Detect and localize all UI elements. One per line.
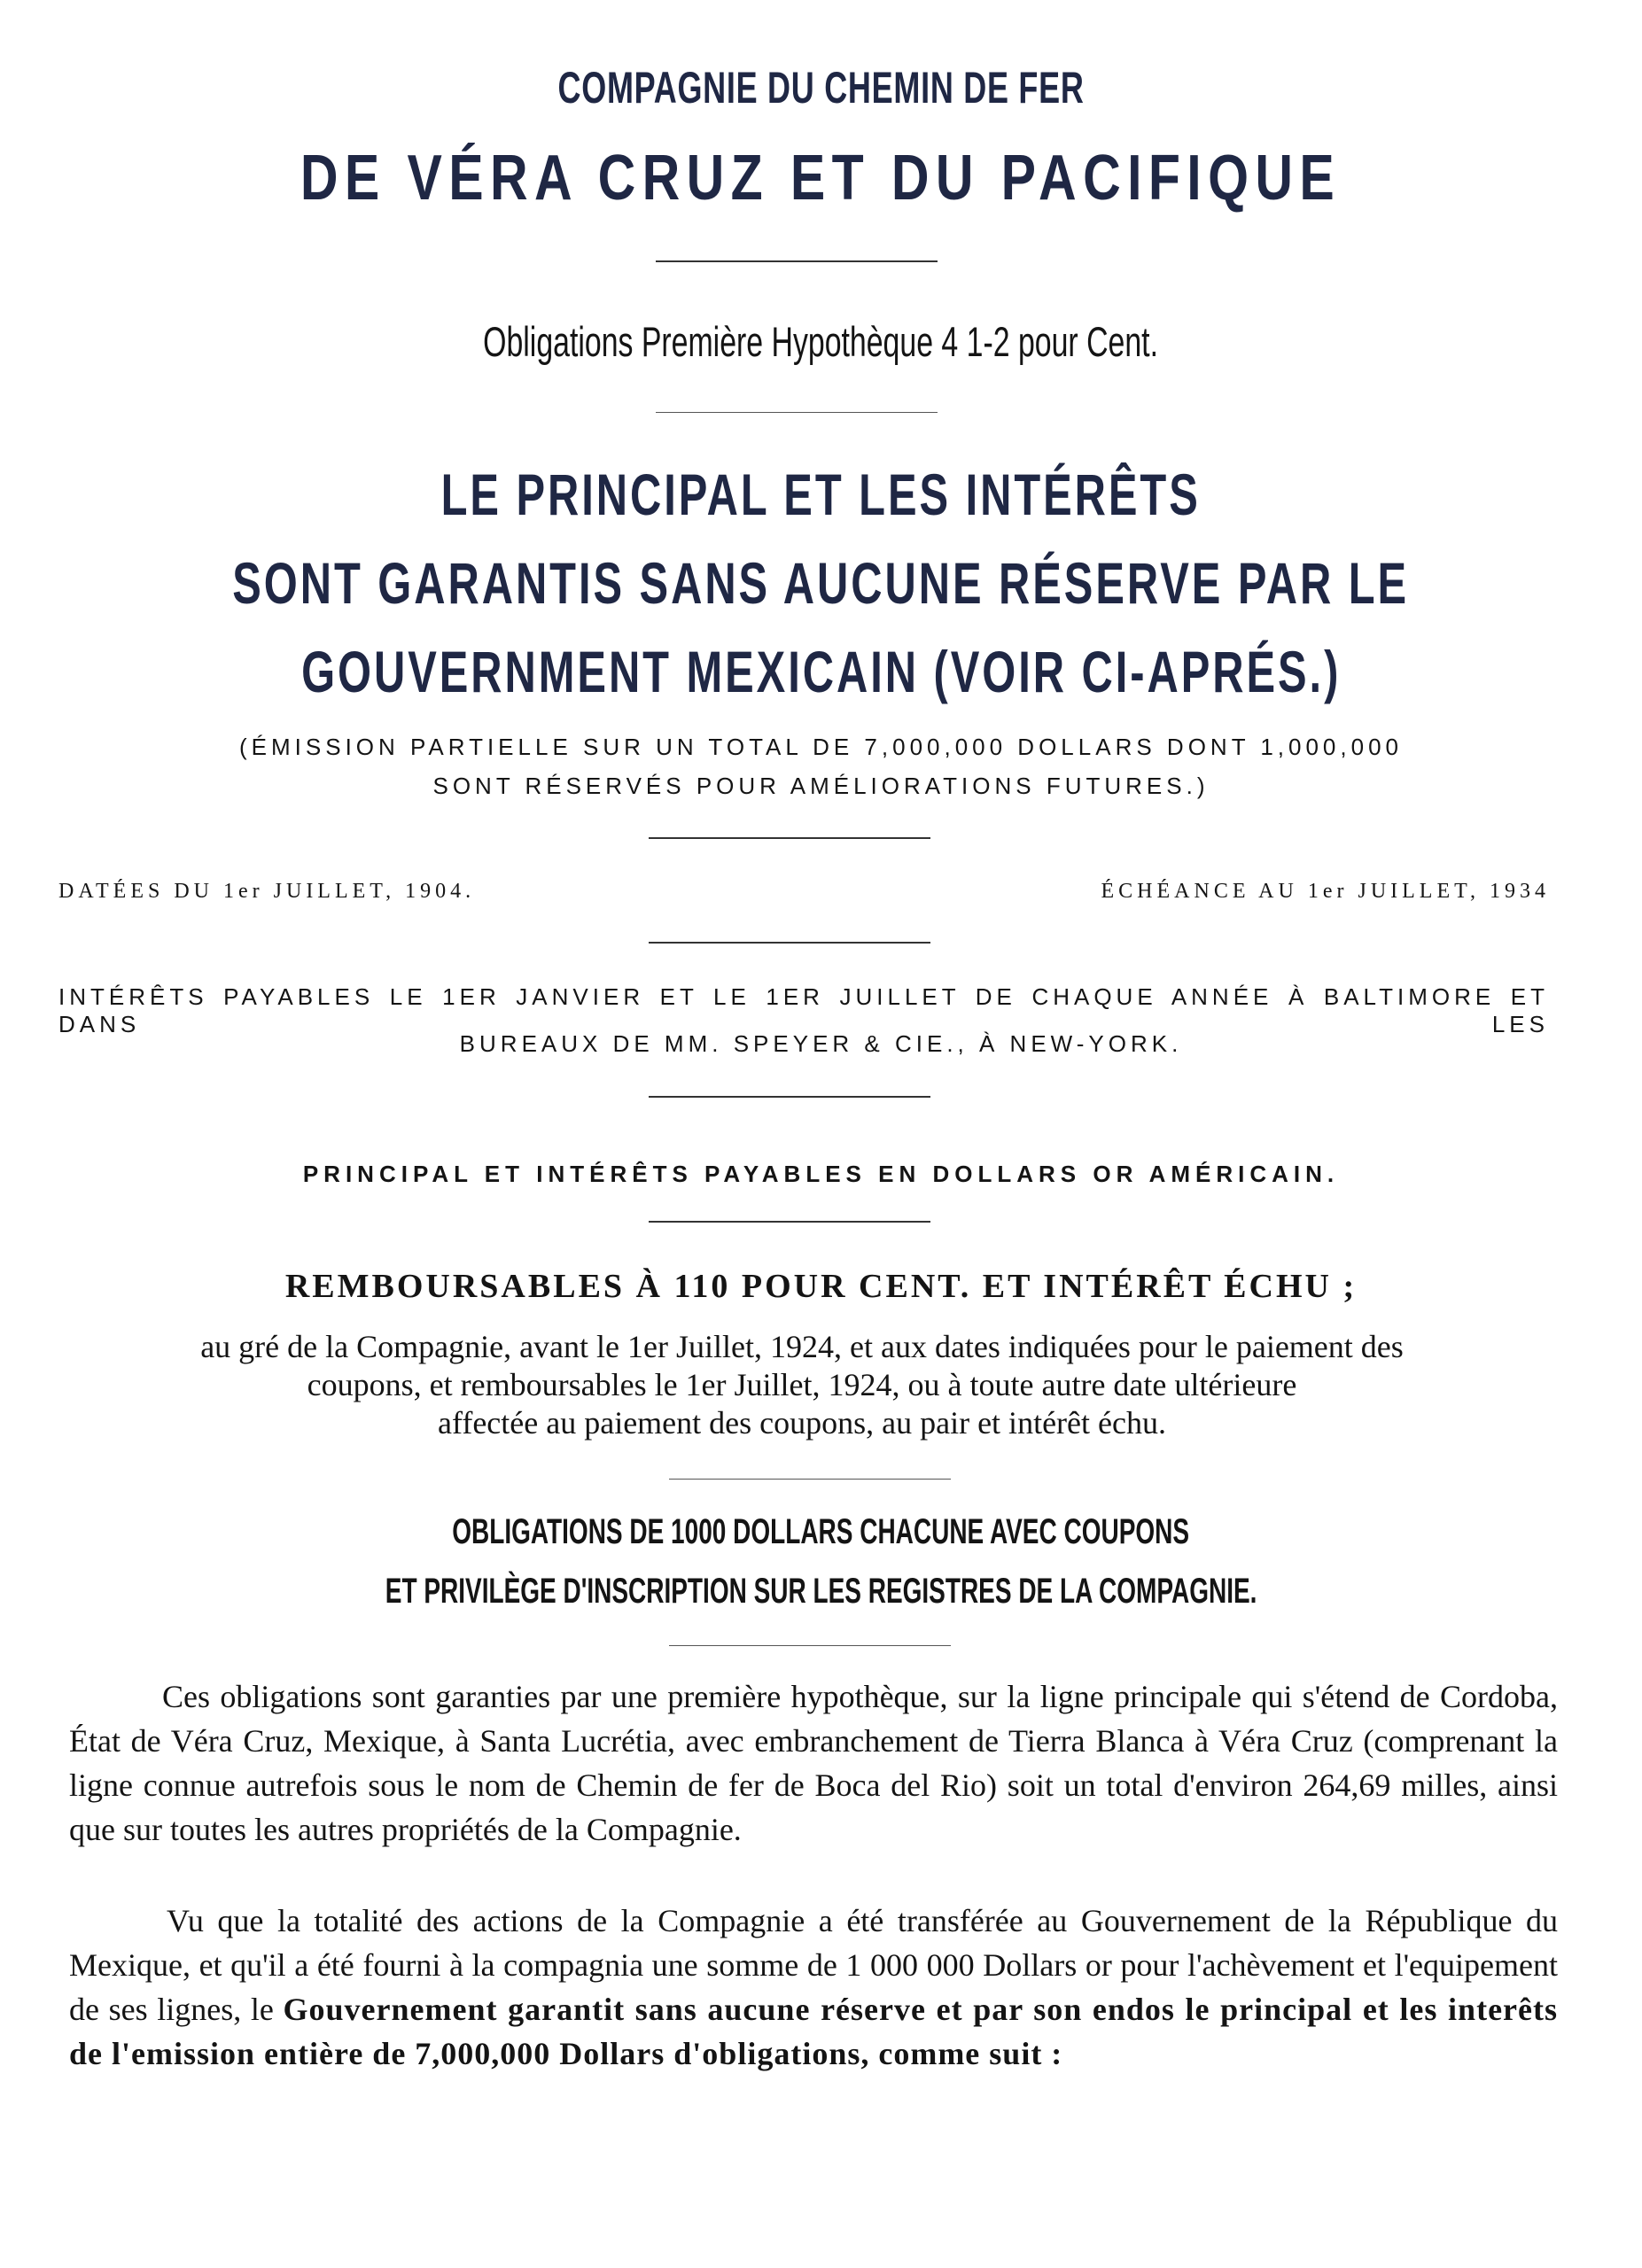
divider — [649, 1096, 930, 1098]
maturity-label: ÉCHÉANCE AU 1er JUILLET, 1934 — [1101, 880, 1550, 903]
body-paragraph-2-plain: Vu que la totalité des actions de la Compagnie a été transférée au Gouvernement de la République du Mexique, et qu'il a été fourni à la compagnia une somme de 1 000 000 Dollars or pour l'achèvement et l'equipement de ses lignes, le — [69, 1903, 1558, 2027]
divider — [649, 1221, 930, 1223]
interest-line-1: INTÉRÊTS PAYABLES LE 1ER JANVIER ET LE 1ER JUILLET DE CHAQUE ANNÉE À BALTIMORE ET DANS LES — [58, 983, 1549, 1037]
guarantee-line-2: SONT GARANTIS SANS AUCUNE RÉSERVE PAR LE — [232, 550, 1410, 616]
redemption-text — [71, 1328, 1533, 1442]
body-paragraph-1: Ces obligations sont garanties par une première hypothèque, sur la ligne principale qui s'étend de Cordoba, État de Véra Cruz, Mexique, à Santa Lucrétia, avec embranchement de Tierra Blanca à Véra Cruz (comprenant la ligne connue autrefois sous le nom de Chemin de fer de Boca del Rio) soit un total d'environ 264,69 milles, ainsi que sur toutes les autres propriétés de la Compagnie. — [69, 1679, 1558, 1847]
denomination-line-2: ET PRIVILÈGE D'INSCRIPTION SUR LES REGISTRES DE LA COMPAGNIE. — [385, 1572, 1257, 1611]
divider — [656, 412, 938, 413]
bond-type: Obligations Première Hypothèque 4 1-2 pour Cent. — [483, 318, 1159, 365]
divider — [656, 260, 938, 262]
interest-line-2: BUREAUX DE MM. SPEYER & CIE., À NEW-YORK. — [459, 1030, 1183, 1057]
divider — [669, 1645, 951, 1646]
dated-label: DATÉES DU 1er JUILLET, 1904. — [58, 880, 476, 903]
body-paragraph-2 — [69, 1899, 1558, 2076]
guarantee-line-1: LE PRINCIPAL ET LES INTÉRÊTS — [440, 462, 1202, 527]
redemption-line-2: coupons, et remboursables le 1er Juillet, 1924, ou à toute autre date ultérieure — [307, 1367, 1297, 1402]
redemption-line-1: au gré de la Compagnie, avant le 1er Juillet, 1924, et aux dates indiquées pour le paiement des — [200, 1329, 1404, 1364]
emission-line-2: SONT RÉSERVÉS POUR AMÉLIORATIONS FUTURES.) — [432, 773, 1210, 799]
denomination-line-1: OBLIGATIONS DE 1000 DOLLARS CHACUNE AVEC COUPONS — [452, 1512, 1190, 1551]
emission-line-1: (ÉMISSION PARTIELLE SUR UN TOTAL DE 7,000,000 DOLLARS DONT 1,000,000 — [239, 734, 1403, 760]
company-line: COMPAGNIE DU CHEMIN DE FER — [557, 63, 1085, 113]
payable-gold: PRINCIPAL ET INTÉRÊTS PAYABLES EN DOLLARS OR AMÉRICAIN. — [302, 1161, 1340, 1187]
divider — [669, 1479, 951, 1480]
body-paragraph-2-bold: Gouvernement garantit sans aucune réserve et par son endos le principal et les interêts de l'emission entière de 7,000,000 Dollars d'obligations, comme suit : — [69, 1992, 1558, 2071]
guarantee-line-3: GOUVERNMENT MEXICAIN (VOIR CI-APRÉS.) — [300, 639, 1342, 704]
divider — [649, 837, 930, 839]
divider — [649, 942, 930, 944]
redemption-line-3: affectée au paiement des coupons, au pair et intérêt échu. — [438, 1405, 1166, 1441]
redemption-heading: REMBOURSABLES À 110 POUR CENT. ET INTÉRÊT ÉCHU ; — [284, 1268, 1358, 1305]
company-name: DE VÉRA CRUZ ET DU PACIFIQUE — [300, 143, 1342, 214]
